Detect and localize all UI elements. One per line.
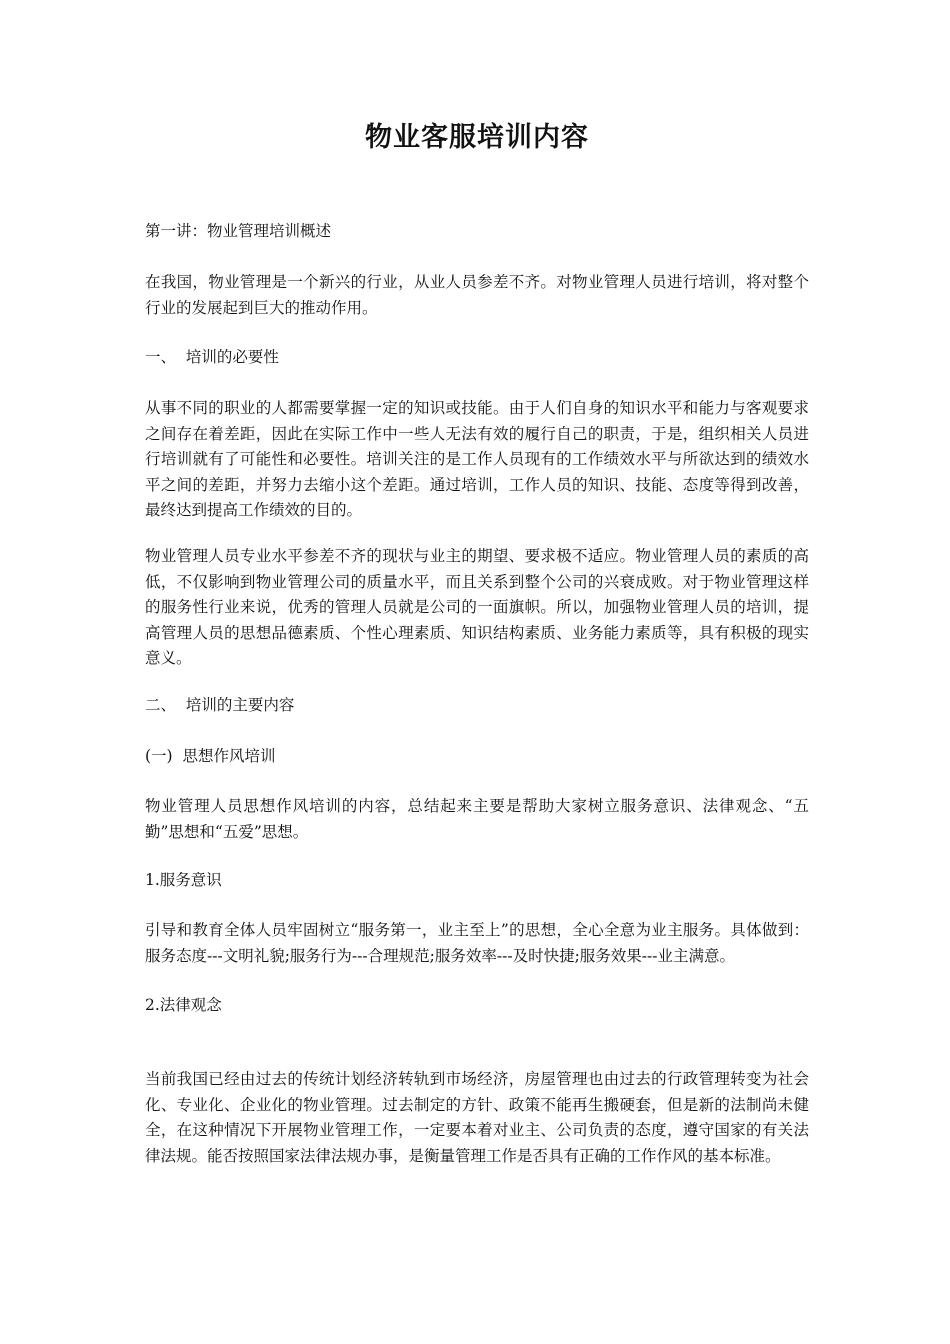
subsection-1-heading: (一) 思想作风培训: [145, 747, 276, 765]
document-title: 物业客服培训内容: [365, 122, 589, 153]
item-1-heading: 1.服务意识: [145, 871, 222, 889]
subsection-1-paragraph: 物业管理人员思想作风培训的内容，总结起来主要是帮助大家树立服务意识、法律观念、“五勤”思想和“五爱”思想。: [145, 797, 809, 841]
section-1-paragraph-2: 物业管理人员专业水平参差不齐的现状与业主的期望、要求极不适应。物业管理人员的素质的高低，不仅影响到物业管理公司的质量水平，而且关系到整个公司的兴衰成败。对于物业管理这样的服务性行业来说，优秀的管理人员就是公司的一面旗帜。所以，加强物业管理人员的培训，提高管理人员的思想品德素质、个性心理素质、知识结构素质、业务能力素质等，具有积极的现实意义。: [145, 547, 809, 667]
intro-paragraph: 在我国，物业管理是一个新兴的行业，从业人员参差不齐。对物业管理人员进行培训，将对整个行业的发展起到巨大的推动作用。: [145, 273, 809, 317]
lecture-heading: 第一讲：物业管理培训概述: [145, 222, 332, 240]
section-1-paragraph-1: 从事不同的职业的人都需要掌握一定的知识或技能。由于人们自身的知识水平和能力与客观要求之间存在着差距，因此在实际工作中一些人无法有效的履行自己的职责，于是，组织相关人员进行培训就有了可能性和必要性。培训关注的是工作人员现有的工作绩效水平与所欲达到的绩效水平之间的差距，并努力去缩小这个差距。通过培训，工作人员的知识、技能、态度等得到改善，最终达到提高工作绩效的目的。: [145, 399, 809, 519]
item-2-heading: 2.法律观念: [145, 996, 222, 1014]
item-1-paragraph: 引导和教育全体人员牢固树立“服务第一，业主至上”的思想，全心全意为业主服务。具体做到：服务态度---文明礼貌;服务行为---合理规范;服务效率---及时快捷;服务效果---业主满意。: [145, 921, 809, 965]
section-1-heading: 一、 培训的必要性: [145, 348, 279, 366]
section-2-heading: 二、 培训的主要内容: [145, 696, 295, 714]
item-2-paragraph: 当前我国已经由过去的传统计划经济转轨到市场经济，房屋管理也由过去的行政管理转变为社会化、专业化、企业化的物业管理。过去制定的方针、政策不能再生搬硬套，但是新的法制尚未健全，在这种情况下开展物业管理工作，一定要本着对业主、公司负责的态度，遵守国家的有关法律法规。能否按照国家法律法规办事，是衡量管理工作是否具有正确的工作作风的基本标准。: [145, 1070, 809, 1165]
